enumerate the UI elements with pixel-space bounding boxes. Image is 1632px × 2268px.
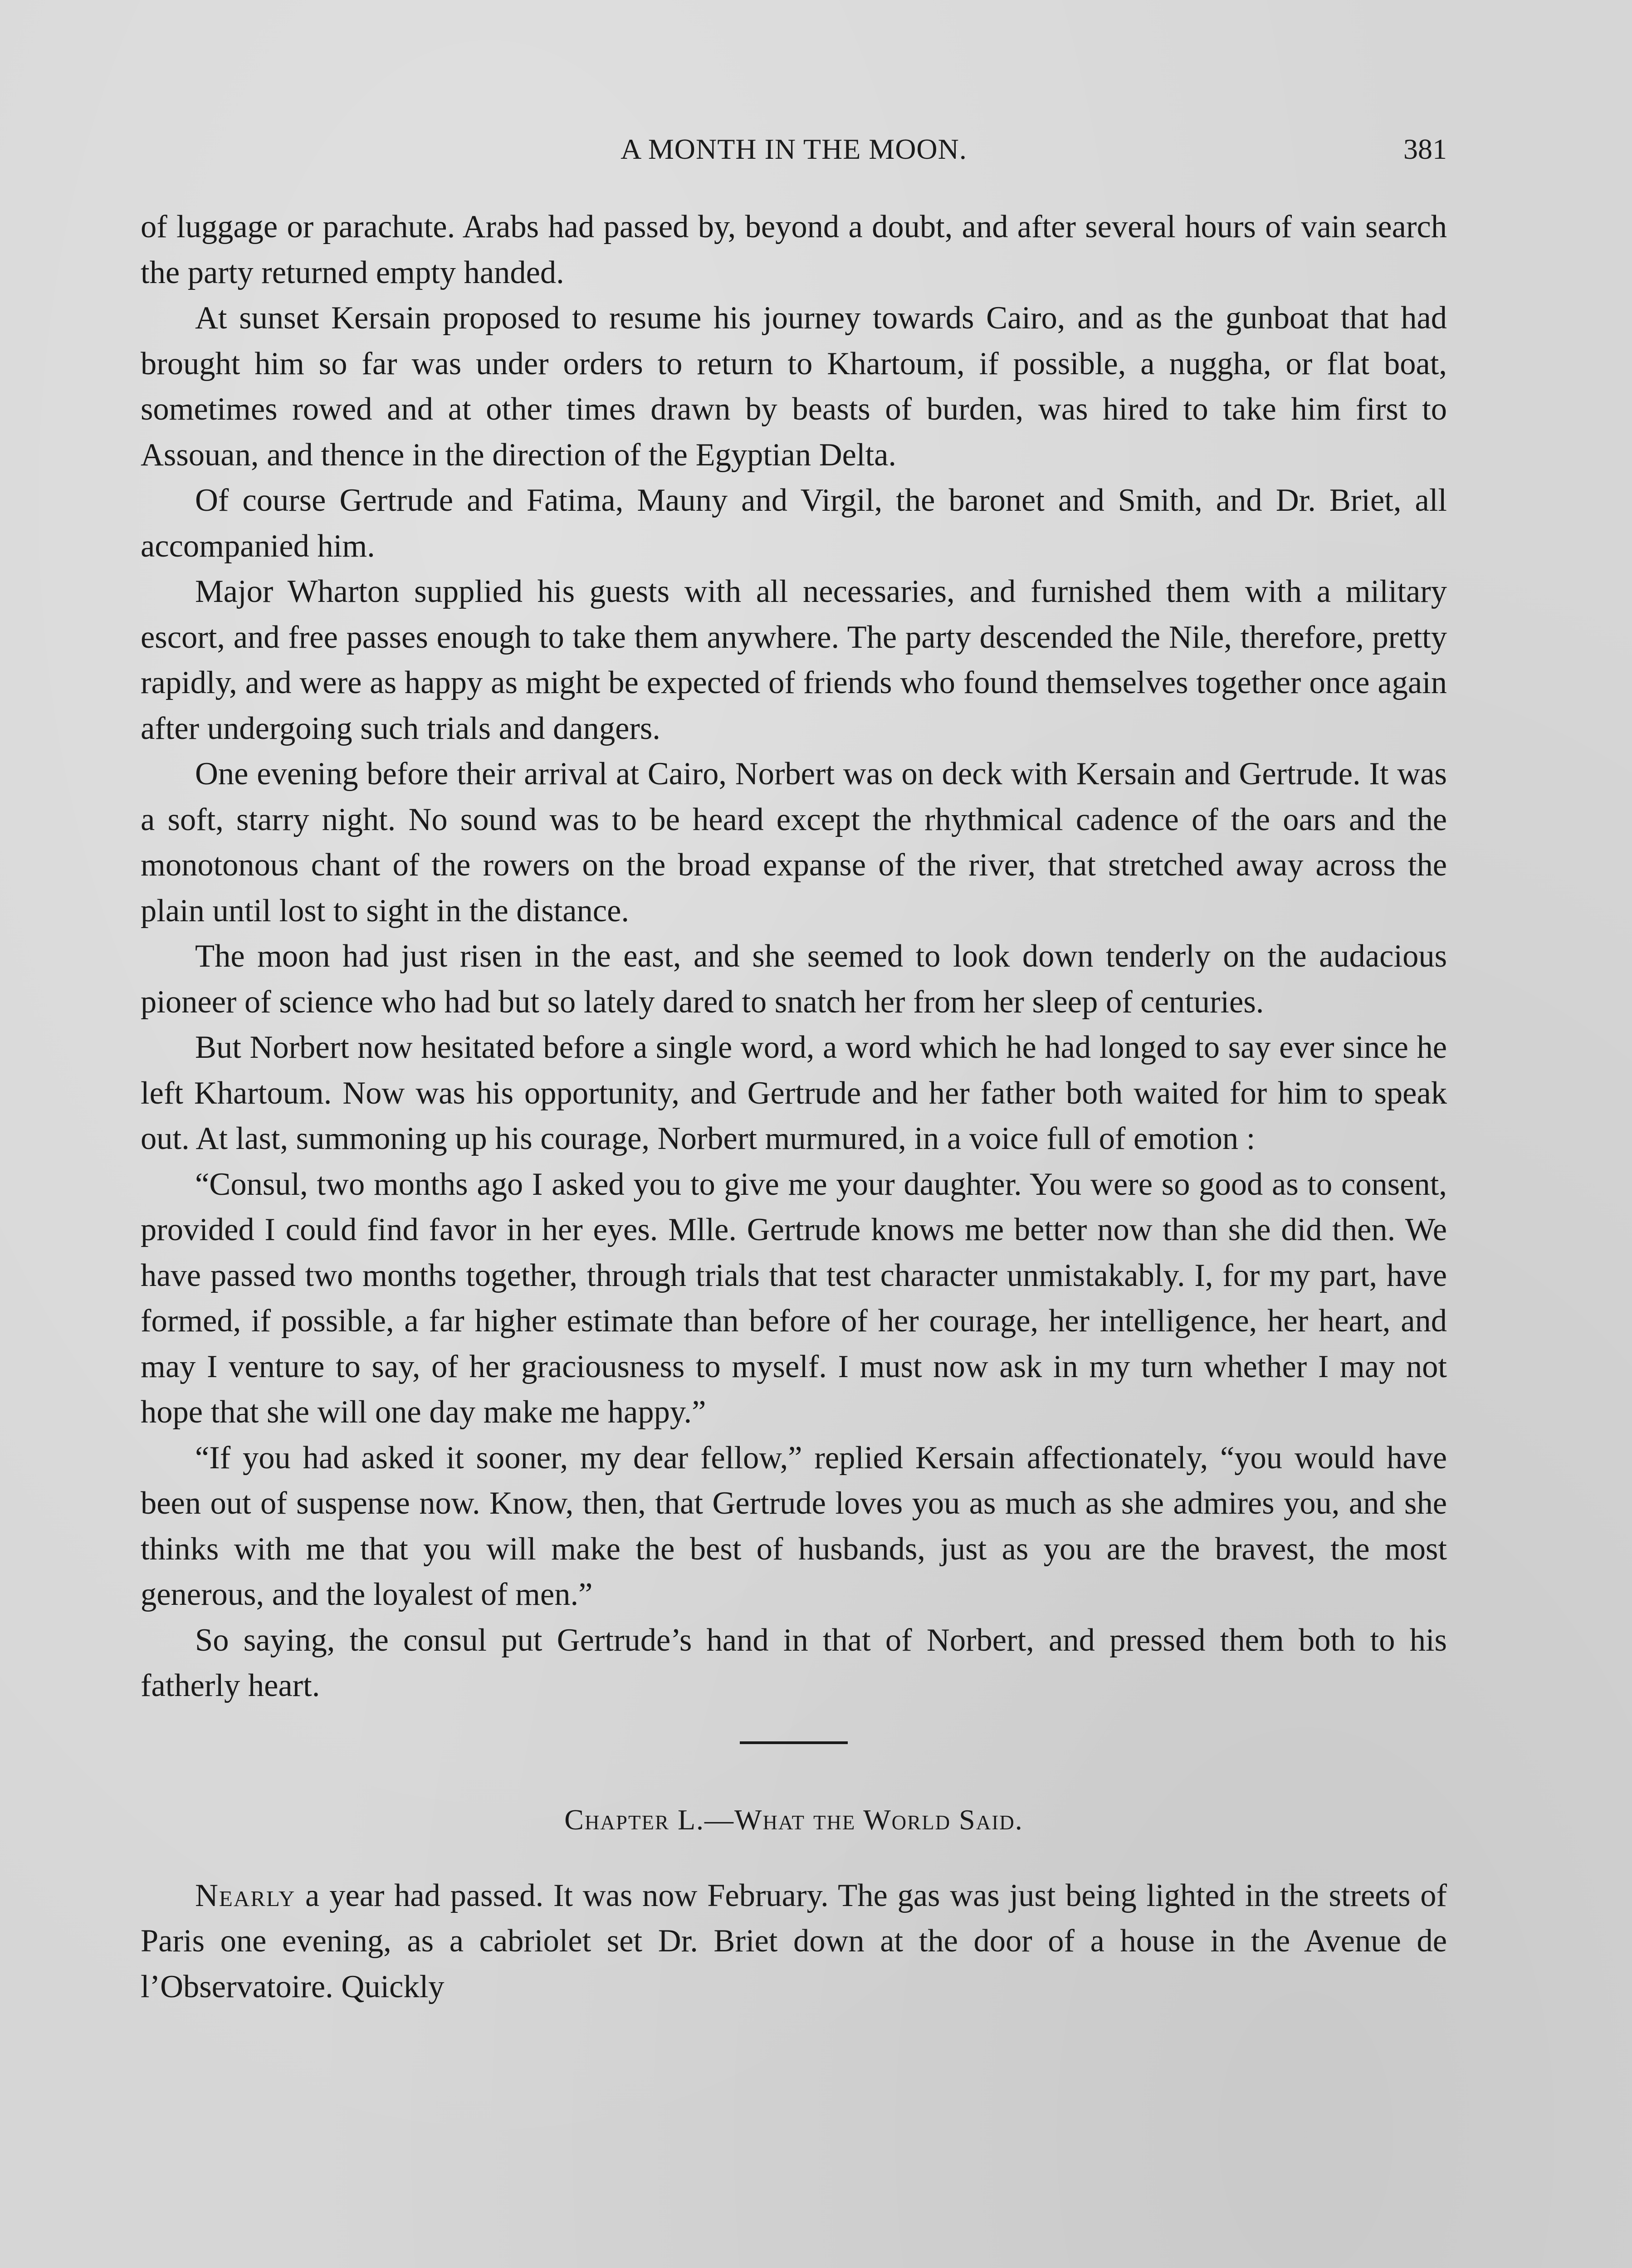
paragraph-text: a year had passed. It was now February. The gas was just being lighted in the streets of Paris one evening, as a cabriolet set Dr. Briet down at the door of a house in the Avenue de l’Observatoire. Quickly — [141, 1877, 1447, 2004]
paragraph: Of course Gertrude and Fatima, Mauny and Virgil, the baronet and Smith, and Dr. Briet, all accompanied him. — [141, 483, 1447, 564]
page-number: 381 — [1403, 133, 1447, 165]
section-divider — [740, 1741, 848, 1744]
body-text — [141, 204, 1447, 2009]
paragraph: The moon had just risen in the east, and she seemed to look down tenderly on the audacious pioneer of science who had but so lately dared to snatch her from her sleep of centuries. — [141, 938, 1447, 1020]
paragraph: “Consul, two months ago I asked you to give me your daughter. You were so good as to consent, provided I could find favor in her eyes. Mlle. Gertrude knows me better now than she did then. We have passed two months together, through trials that test character unmistakably. I, for my part, have formed, if possible, a far higher estimate than before of her courage, her intelligence, her heart, and may I venture to say, of her graciousness to myself. I must now ask in my turn whether I may not hope that she will one day make me happy.” — [141, 1166, 1447, 1430]
paragraph: Major Wharton supplied his guests with all necessaries, and furnished them with a military escort, and free passes enough to take them anywhere. The party descended the Nile, therefore, pretty rapidly, and were as happy as might be expected of friends who found themselves together once again after undergoing such trials and dangers. — [141, 574, 1447, 746]
paragraph: “If you had asked it sooner, my dear fellow,” replied Kersain affectionately, “you would have been out of suspense now. Know, then, that Gertrude loves you as much as she admires you, and she thinks with me that you will make the best of husbands, just as you are the bravest, the most generous, and the loyalest of men.” — [141, 1440, 1447, 1612]
paragraph: At sunset Kersain proposed to resume his journey towards Cairo, and as the gunboat that had brought him so far was under orders to return to Khartoum, if possible, a nuggha, or flat boat, sometimes rowed and at other times drawn by beasts of burden, was hired to take him first to Assouan, and thence in the direction of the Egyptian Delta. — [141, 300, 1447, 473]
running-title: A MONTH IN THE MOON. — [621, 133, 967, 165]
paragraph: of luggage or parachute. Arabs had passed by, beyond a doubt, and after several hours of vain search the party returned empty handed. — [141, 209, 1447, 290]
running-head — [141, 132, 1447, 187]
lead-word: Nearly — [195, 1877, 296, 1913]
paragraph: So saying, the consul put Gertrude’s hand in that of Norbert, and pressed them both to his fatherly heart. — [141, 1622, 1447, 1703]
chapter-title: Chapter L.—What the World Said. — [564, 1803, 1023, 1836]
chapter-first-paragraph — [141, 1873, 1447, 2010]
paragraph: One evening before their arrival at Cairo, Norbert was on deck with Kersain and Gertrude. It was a soft, starry night. No sound was to be heard except the rhythmical cadence of the oars and the monotonous chant of the rowers on the broad expanse of the river, that stretched away across the plain until lost to sight in the distance. — [141, 756, 1447, 929]
paragraph: But Norbert now hesitated before a single word, a word which he had longed to say ever since he left Khartoum. Now was his opportunity, and Gertrude and her father both waited for him to speak out. At last, summoning up his courage, Norbert murmured, in a voice full of emotion : — [141, 1030, 1447, 1156]
